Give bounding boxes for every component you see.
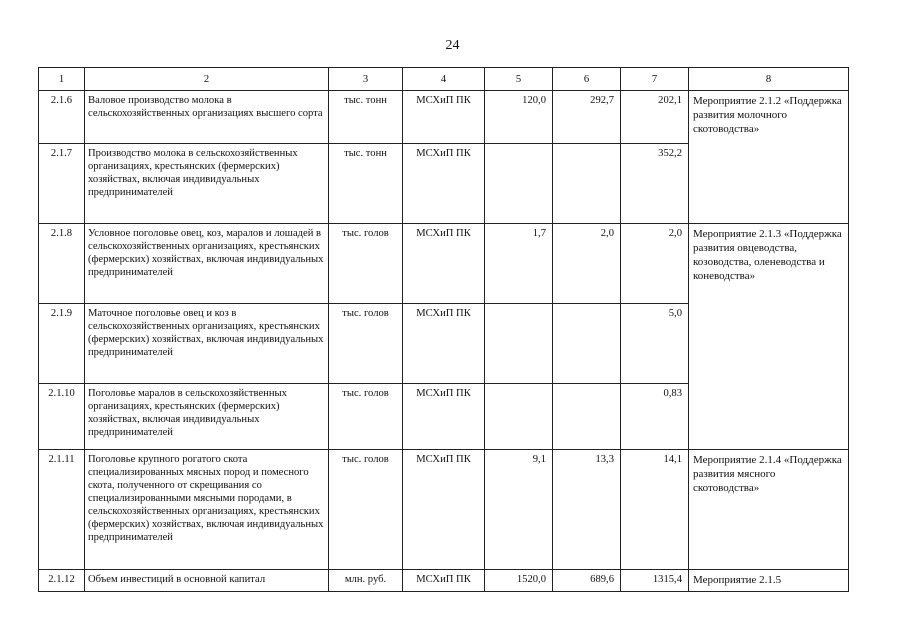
value-col6: [553, 384, 621, 450]
executor: МСХиП ПК: [403, 304, 485, 384]
measure-2-1-2: Мероприятие 2.1.2 «Поддержка развития молочного скотоводства»: [689, 91, 849, 224]
indicator-name: Производство молока в сельскохозяйственных организациях, крестьянских (фермерских) хозяйствах, включая индивидуальных предпринимателей: [85, 144, 329, 224]
value-col6: 689,6: [553, 570, 621, 592]
row-number: 2.1.11: [39, 450, 85, 570]
row-number: 2.1.12: [39, 570, 85, 592]
measure-2-1-4: Мероприятие 2.1.4 «Поддержка развития мясного скотоводства»: [689, 450, 849, 570]
indicator-name: Валовое производство молока в сельскохозяйственных организациях высшего сорта: [85, 91, 329, 144]
value-col6: 292,7: [553, 91, 621, 144]
measure-2-1-3: Мероприятие 2.1.3 «Поддержка развития овцеводства, козоводства, оленеводства и коневодства»: [689, 224, 849, 450]
value-col5: [485, 304, 553, 384]
unit: тыс. голов: [329, 384, 403, 450]
row-number: 2.1.9: [39, 304, 85, 384]
table-row: [39, 450, 849, 570]
measure-2-1-5: Мероприятие 2.1.5: [689, 570, 849, 592]
executor: МСХиП ПК: [403, 450, 485, 570]
unit: млн. руб.: [329, 570, 403, 592]
row-number: 2.1.7: [39, 144, 85, 224]
indicator-name: Объем инвестиций в основной капитал: [85, 570, 329, 592]
indicator-name: Поголовье крупного рогатого скота специализированных мясных пород и помесного скота, полученного от скрещивания со специализированными мясными породами, в сельскохозяйственных организациях, крестьянских (фермерских) хозяйствах, включая индивидуальных предпринимателей: [85, 450, 329, 570]
unit: тыс. голов: [329, 450, 403, 570]
executor: МСХиП ПК: [403, 224, 485, 304]
indicator-name: Поголовье маралов в сельскохозяйственных организациях, крестьянских (фермерских) хозяйствах, включая индивидуальных предпринимателей: [85, 384, 329, 450]
executor: МСХиП ПК: [403, 570, 485, 592]
value-col6: 2,0: [553, 224, 621, 304]
value-col5: 1520,0: [485, 570, 553, 592]
row-number: 2.1.6: [39, 91, 85, 144]
unit: тыс. голов: [329, 224, 403, 304]
header-cell: 8: [689, 68, 849, 91]
value-col6: [553, 304, 621, 384]
header-cell: 4: [403, 68, 485, 91]
value-col7: 0,83: [621, 384, 689, 450]
value-col5: 9,1: [485, 450, 553, 570]
indicators-table: [38, 67, 849, 592]
header-row: [39, 68, 849, 91]
value-col6: 13,3: [553, 450, 621, 570]
value-col5: 120,0: [485, 91, 553, 144]
table-row: [39, 570, 849, 592]
row-number: 2.1.10: [39, 384, 85, 450]
unit: тыс. тонн: [329, 144, 403, 224]
value-col7: 1315,4: [621, 570, 689, 592]
header-cell: 2: [85, 68, 329, 91]
header-cell: 5: [485, 68, 553, 91]
value-col5: 1,7: [485, 224, 553, 304]
header-cell: 7: [621, 68, 689, 91]
executor: МСХиП ПК: [403, 91, 485, 144]
executor: МСХиП ПК: [403, 384, 485, 450]
row-number: 2.1.8: [39, 224, 85, 304]
value-col6: [553, 144, 621, 224]
value-col5: [485, 384, 553, 450]
table-row: [39, 224, 849, 304]
indicator-name: Маточное поголовье овец и коз в сельскохозяйственных организациях, крестьянских (фермерских) хозяйствах, включая индивидуальных предпринимателей: [85, 304, 329, 384]
value-col5: [485, 144, 553, 224]
indicator-name: Условное поголовье овец, коз, маралов и лошадей в сельскохозяйственных организациях, крестьянских (фермерских) хозяйствах, включая индивидуальных предпринимателей: [85, 224, 329, 304]
unit: тыс. тонн: [329, 91, 403, 144]
table-row: [39, 91, 849, 144]
header-cell: 1: [39, 68, 85, 91]
header-cell: 3: [329, 68, 403, 91]
page-number: 24: [445, 38, 460, 53]
value-col7: 2,0: [621, 224, 689, 304]
unit: тыс. голов: [329, 304, 403, 384]
value-col7: 5,0: [621, 304, 689, 384]
value-col7: 352,2: [621, 144, 689, 224]
value-col7: 202,1: [621, 91, 689, 144]
value-col7: 14,1: [621, 450, 689, 570]
executor: МСХиП ПК: [403, 144, 485, 224]
header-cell: 6: [553, 68, 621, 91]
